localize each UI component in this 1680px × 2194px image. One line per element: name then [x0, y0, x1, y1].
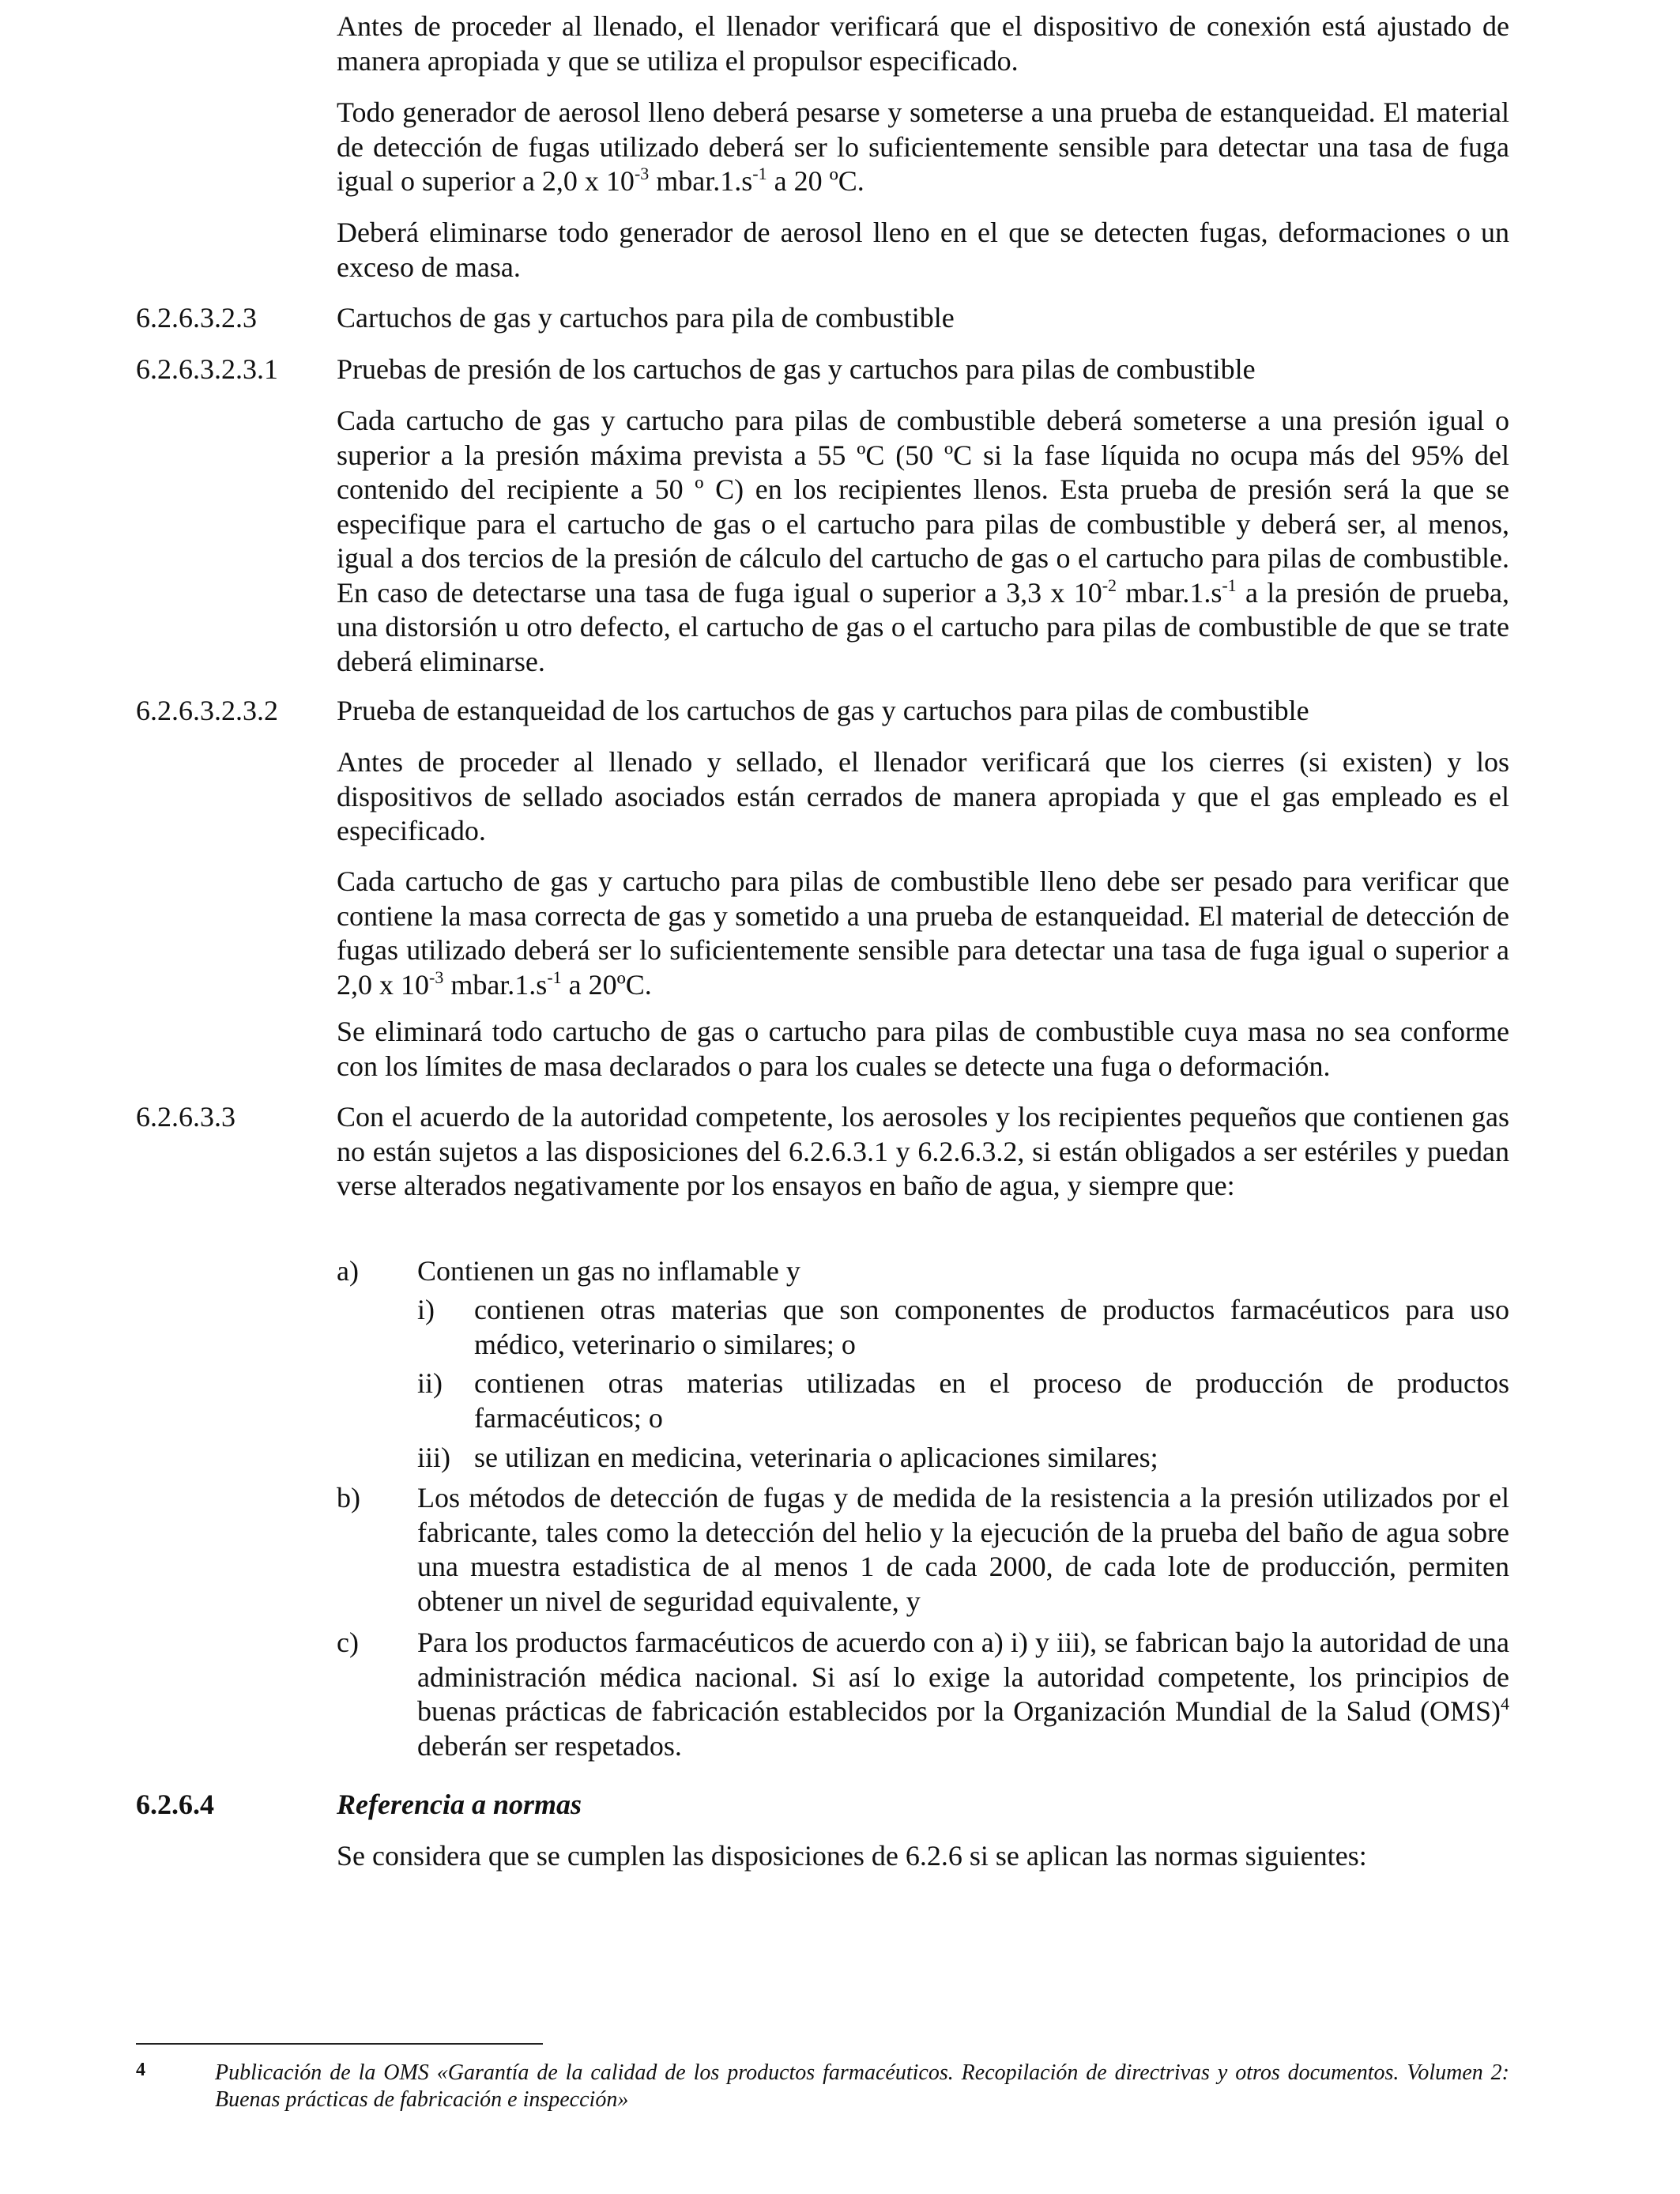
section-title: Prueba de estanqueidad de los cartuchos de gas y cartuchos para pilas de combustible — [337, 695, 1309, 726]
paragraph-standards-intro: Se considera que se cumplen las disposiciones de 6.2.6 si se aplican las normas siguientes: — [337, 1840, 1367, 1872]
section-title: Referencia a normas — [337, 1789, 582, 1820]
section-number: 6.2.6.3.2.3.2 — [136, 695, 278, 726]
footnote-text: Publicación de la OMS «Garantía de la calidad de los productos farmacéuticos. Recopilación de directrivas y otros documentos. Volumen 2: Buenas prácticas de fabricación e inspección» — [215, 2060, 1509, 2112]
list-item: Contienen un gas no inflamable y — [417, 1255, 800, 1287]
list-label: b) — [337, 1482, 360, 1514]
paragraph-cartridge-rejection: Se eliminará todo cartucho de gas o cartucho para pilas de combustible cuya masa no sea conforme con los límites de masa declarados o para los cuales se detecte una fuga o deformación. — [337, 1016, 1509, 1082]
section-number: 6.2.6.3.2.3 — [136, 302, 257, 334]
list-label: a) — [337, 1255, 359, 1287]
list-item: Para los productos farmacéuticos de acuerdo con a) i) y iii), se fabrican bajo la autoridad de una administración médica nacional. Si así lo exige la autoridad competente, los principios de buenas prácticas de fabricación establecidos por la Organización Mundial de la Salud (OMS)$^4$ deberán ser respetados. — [417, 1627, 1509, 1762]
list-item: contienen otras materias que son componentes de productos farmacéuticos para uso médico, veterinario o similares; o — [474, 1294, 1509, 1360]
paragraph-aerosol-rejection: Deberá eliminarse todo generador de aerosol lleno en el que se detecten fugas, deformaciones o un exceso de masa. — [337, 217, 1509, 283]
list-label: ii) — [417, 1367, 443, 1399]
list-item: Los métodos de detección de fugas y de medida de la resistencia a la presión utilizados por el fabricante, tales como la detección del helio y la ejecución de la prueba del baño de agua sobre una muestra estadistica de al menos 1 de cada 2000, de cada lote de producción, permiten obtener un nivel de seguridad equivalente, y — [417, 1482, 1509, 1617]
paragraph-weighing-test: Cada cartucho de gas y cartucho para pilas de combustible lleno debe ser pesado para verificar que contiene la masa correcta de gas y sometido a una prueba de estanqueidad. El material de detección de fugas utilizado deberá ser lo suficientemente sensible para detectar una tasa de fuga igual o superior a 2,0 x $10^{-3}$ $mbar.1.s^{-1}$ a 20ºC. — [337, 865, 1509, 1001]
section-number: 6.2.6.3.2.3.1 — [136, 353, 278, 385]
section-number: 6.2.6.4 — [136, 1789, 214, 1820]
footnote-mark: 4 — [136, 2060, 145, 2080]
list-item: contienen otras materias utilizadas en el proceso de producción de productos farmacéuticos; o — [474, 1367, 1509, 1434]
list-label: c) — [337, 1627, 359, 1658]
paragraph-sealing-check: Antes de proceder al llenado y sellado, el llenador verificará que los cierres (si existen) y los dispositivos de sellado asociados están cerrados de manera apropiada y que el gas empleado es el especificado. — [337, 746, 1509, 846]
paragraph-exemption: Con el acuerdo de la autoridad competente, los aerosoles y los recipientes pequeños que contienen gas no están sujetos a las disposiciones del 6.2.6.3.1 y 6.2.6.3.2, si están obligados a ser estériles y puedan verse alterados negativamente por los ensayos en baño de agua, y siempre que: — [337, 1101, 1509, 1201]
list-label: iii) — [417, 1442, 450, 1473]
paragraph-pressure-test: Cada cartucho de gas y cartucho para pilas de combustible deberá someterse a una presión igual o superior a la presión máxima prevista a 55 ºC (50 ºC si la fase líquida no ocupa más del 95% del contenido del recipiente a 50 º C) en los recipientes llenos. Esta prueba de presión será la que se especifique para el cartucho de gas o el cartucho para pilas de combustible y deberá ser, al menos, igual a dos tercios de la presión de cálculo del cartucho de gas o el cartucho para pilas de combustible. En caso de detectarse una tasa de fuga igual o superior a 3,3 x $10^{-2}$ $mbar.1.s^{-1}$ a la presión de prueba, una distorsión u otro defecto, el cartucho de gas o el cartucho para pilas de combustible de que se trate deberá eliminarse. — [337, 405, 1510, 677]
section-title: Pruebas de presión de los cartuchos de gas y cartuchos para pilas de combustible — [337, 353, 1256, 385]
list-item: se utilizan en medicina, veterinaria o aplicaciones similares; — [474, 1442, 1158, 1473]
footnote-separator — [136, 2043, 543, 2045]
list-label: i) — [417, 1294, 435, 1325]
section-number: 6.2.6.3.3 — [136, 1101, 235, 1133]
paragraph-connection-check: Antes de proceder al llenado, el llenador verificará que el dispositivo de conexión está ajustado de manera apropiada y que se utiliza el propulsor especificado. — [337, 10, 1509, 77]
paragraph-aerosol-leak-test: Todo generador de aerosol lleno deberá pesarse y someterse a una prueba de estanqueidad. El material de detección de fugas utilizado deberá ser lo suficientemente sensible para detectar una tasa de fuga igual o superior a 2,0 x $10^{-3}$ $mbar.1.s^{-1}$ a 20 ºC. — [337, 96, 1509, 197]
section-title: Cartuchos de gas y cartuchos para pila de combustible — [337, 302, 955, 334]
